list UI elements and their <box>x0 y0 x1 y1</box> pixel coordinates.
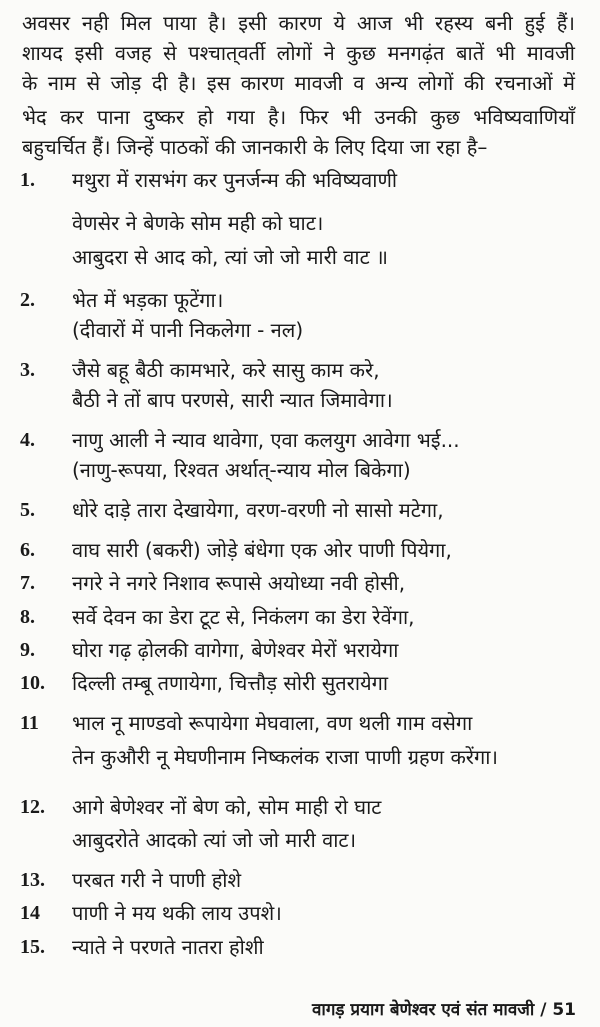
item-number: 15. <box>20 936 45 958</box>
item-line: न्याते ने परणते नातरा होशी <box>72 935 264 959</box>
page-footer: वागड़ प्रयाग बेणेश्वर एवं संत मावजी / 51 <box>311 1000 576 1020</box>
item-line: जैसे बहू बैठी कामभारे, करे सासु काम करे, <box>72 358 380 382</box>
item-line: घोरा गढ़ ढ़ोलकी वागेगा, बेणेश्वर मेरों भरायेगा <box>72 638 399 662</box>
item-line: आबुदरोते आदको त्यां जो जो मारी वाट। <box>72 828 357 852</box>
item-line: वेणसेर ने बेणके सोम मही को घाट। <box>72 211 324 235</box>
item-line: भाल नू माण्डवो रूपायेगा मेघवाला, वण थली गाम वसेगा <box>72 711 473 735</box>
item-line: परबत गरी ने पाणी होशे <box>72 868 242 892</box>
item-number: 2. <box>20 289 35 311</box>
item-line: वाघ सारी (बकरी) जोड़े बंधेगा एक ओर पाणी पियेगा, <box>72 538 452 562</box>
item-line: आबुदरा से आद को, त्यां जो जो मारी वाट ॥ <box>72 245 389 269</box>
item-number: 3. <box>20 359 35 381</box>
item-number: 10. <box>20 672 45 694</box>
intro-line: भेद कर पाना दुष्कर हो गया है। फिर भी उनकी कुछ भविष्यवाणियाँ <box>22 105 575 129</box>
item-line: मथुरा में रासभंग कर पुनर्जन्म की भविष्यवाणी <box>72 168 398 192</box>
item-number: 14 <box>20 902 40 924</box>
item-number: 5. <box>20 499 35 521</box>
item-line: भेत में भड़का फूटेंगा। <box>72 288 224 312</box>
item-line: (दीवारों में पानी निकलेगा - नल) <box>72 318 304 342</box>
item-line: बैठी ने तों बाप परणसे, सारी न्यात जिमावेगा। <box>72 388 393 412</box>
item-line: पाणी ने मय थकी लाय उपशे। <box>72 901 282 925</box>
item-line: तेन कुऔरी नू मेघणीनाम निष्कलंक राजा पाणी ग्रहण करेंगा। <box>72 745 498 769</box>
item-line: नाणु आली ने न्याव थावेगा, एवा कलयुग आवेगा भई... <box>72 428 460 452</box>
item-number: 11 <box>20 712 39 734</box>
item-line: सर्वे देवन का डेरा टूट से, निकंलग का डेरा रेवेंगा, <box>72 605 415 629</box>
intro-line: के नाम से जोड़ दी है। इस कारण मावजी व अन्य लोगों की रचनाओं में <box>22 71 575 95</box>
item-number: 13. <box>20 869 45 891</box>
item-line: (नाणु-रूपया, रिश्वत अर्थात्‌-न्याय मोल बिकेगा) <box>72 458 411 482</box>
item-number: 1. <box>20 169 35 191</box>
item-line: दिल्ली तम्बू तणायेगा, चित्तौड़ सोरी सुतरायेगा <box>72 671 389 695</box>
item-number: 4. <box>20 429 35 451</box>
item-line: धोरे दाड़े तारा देखायेगा, वरण-वरणी नो सासो मटेगा, <box>72 498 444 522</box>
item-line: आगे बेणेश्वर नों बेण को, सोम माही रो घाट <box>72 795 382 819</box>
item-number: 12. <box>20 796 45 818</box>
intro-line: बहुचर्चित हैं। जिन्हें पाठकों की जानकारी के लिए दिया जा रहा है– <box>22 135 488 159</box>
item-number: 8. <box>20 606 35 628</box>
item-number: 9. <box>20 639 35 661</box>
item-number: 6. <box>20 539 35 561</box>
item-line: नगरे ने नगरे निशाव रूपासे अयोध्या नवी होसी, <box>72 571 406 595</box>
item-number: 7. <box>20 572 35 594</box>
intro-line: अवसर नही मिल पाया है। इसी कारण ये आज भी रहस्य बनी हुई हैं। <box>22 11 575 35</box>
intro-line: शायद इसी वजह से पश्चात्‌वर्ती लोगों ने कुछ मनगढ़ंत बातें भी मावजी <box>22 41 575 65</box>
